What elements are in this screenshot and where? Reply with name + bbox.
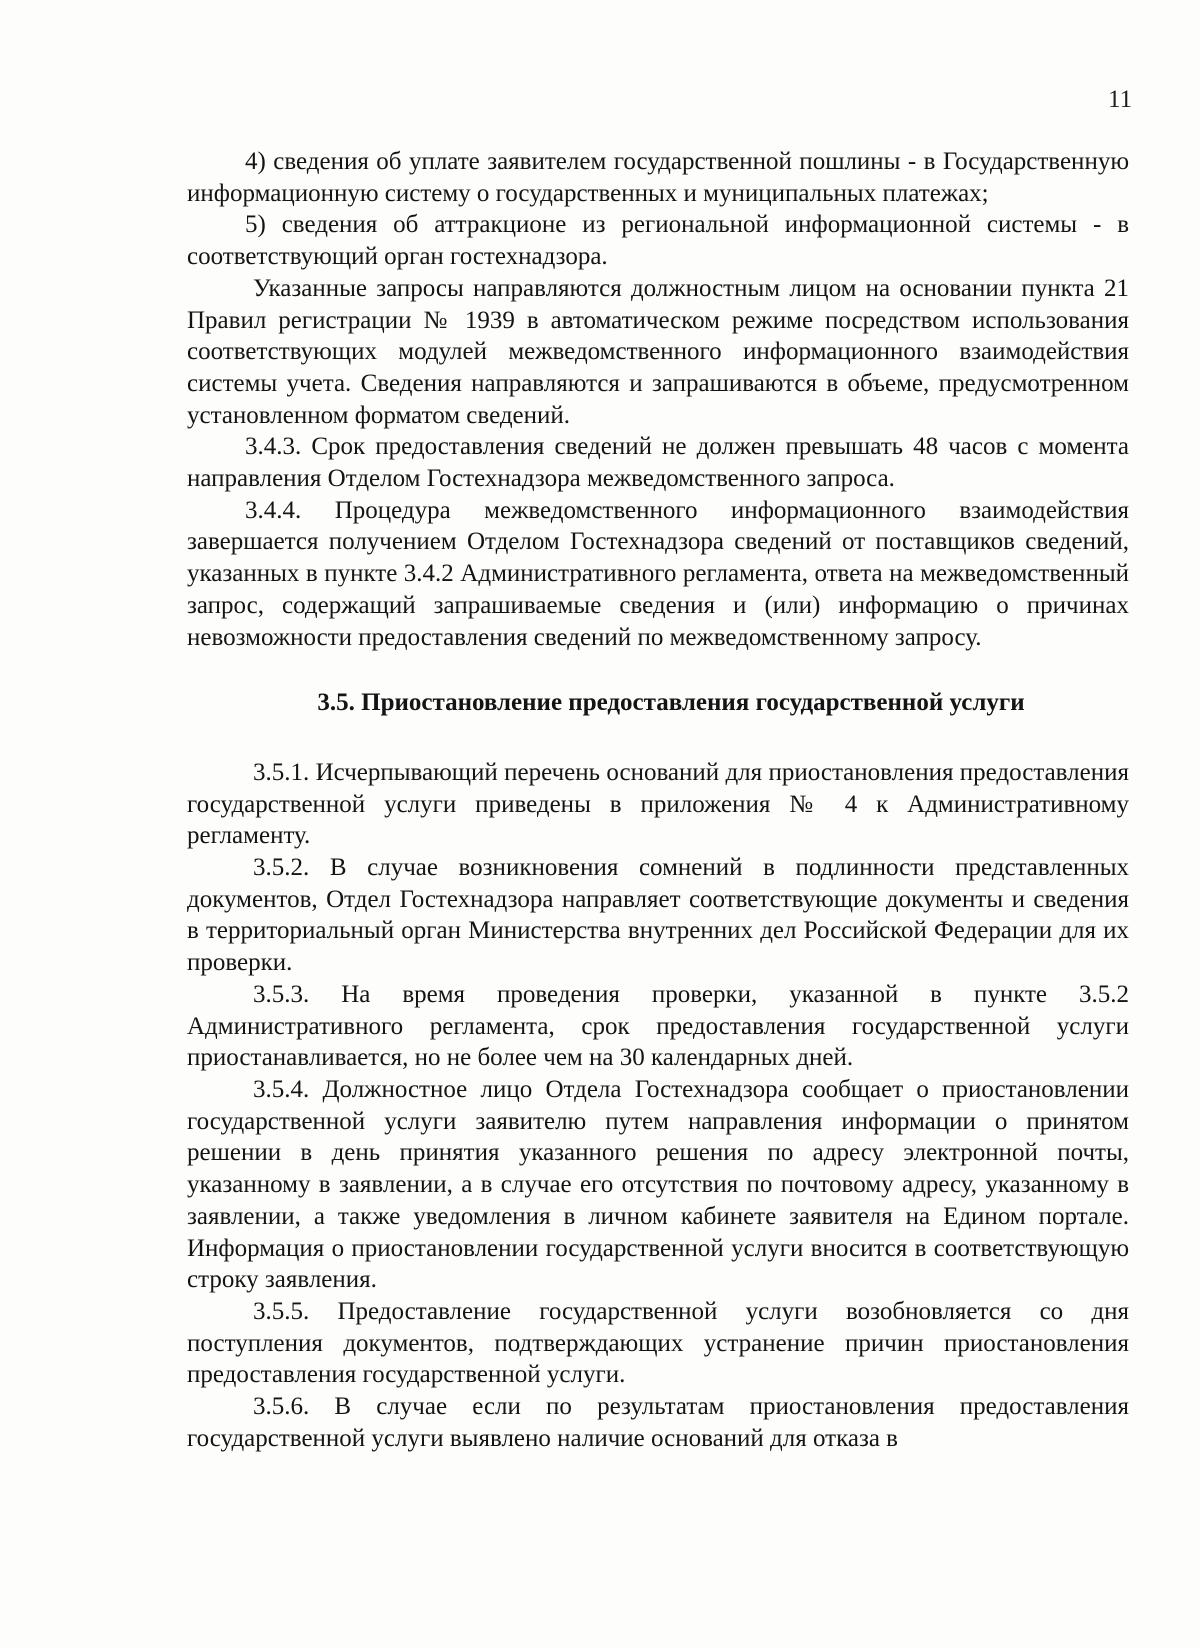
paragraph-3-4-4: 3.4.4. Процедура межведомственного информационного взаимодействия завершается получением Отделом Гостехнадзора сведений от поставщиков сведений, указанных в пункте 3.4.2 Административного регламента, ответа на межведомственный запрос, содержащий запрашиваемые сведения и (или) информацию о причинах невозможности предоставления сведений по межведомственному запросу. (187, 496, 1129, 651)
paragraph-3-5-5: 3.5.5. Предоставление государственной услуги возобновляется со дня поступления документов, подтверждающих устранение причин приостановления предоставления государственной услуги. (187, 1297, 1129, 1389)
paragraph-3-5-3: 3.5.3. На время проведения проверки, указанной в пункте 3.5.2 Административного регламента, срок предоставления государственной услуги приостанавливается, но не более чем на 30 календарных дней. (187, 980, 1129, 1072)
paragraph-item-4: 4) сведения об уплате заявителем государственной пошлины - в Государственную информационную систему о государственных и муниципальных платежах; (187, 148, 1129, 207)
paragraph-item-5: 5) сведения об аттракционе из региональной информационной системы - в соответствующий орган гостехнадзора. (187, 211, 1129, 271)
paragraph-3-5-6: 3.5.6. В случае если по результатам приостановления предоставления государственной услуги выявлено наличие оснований для отказа в (187, 1393, 1129, 1452)
page-number: 11 (1108, 86, 1133, 113)
document-body (187, 146, 1129, 1454)
paragraph-3-5-1: 3.5.1. Исчерпывающий перечень оснований для приостановления предоставления государственной услуги приведены в приложения № 4 к Административному регламенту. (187, 758, 1129, 850)
paragraph-3-5-2: 3.5.2. В случае возникновения сомнений в подлинности представленных документов, Отдел Гостехнадзора направляет соответствующие документы и сведения в территориальный орган Министерства внутренних дел Российской Федерации для их проверки. (187, 854, 1129, 977)
paragraph-3-5-4: 3.5.4. Должностное лицо Отдела Гостехнадзора сообщает о приостановлении государственной услуги заявителю путем направления информации о принятом решении в день принятия указанного решения по адресу электронной почты, указанному в заявлении, а в случае его отсутствия по почтовому адресу, указанному в заявлении, а также уведомления в личном кабинете заявителя на Едином портале. Информация о приостановлении государственной услуги вносится в соответствующую строку заявления. (187, 1075, 1129, 1294)
paragraph-requests: Указанные запросы направляются должностным лицом на основании пункта 21 Правил регистрации № 1939 в автоматическом режиме посредством использования соответствующих модулей межведомственного информационного взаимодействия системы учета. Сведения направляются и запрашиваются в объеме, предусмотренном установленном форматом сведений. (187, 274, 1129, 429)
paragraph-3-4-3: 3.4.3. Срок предоставления сведений не должен превышать 48 часов с момента направления Отделом Гостехнадзора межведомственного запроса. (187, 433, 1129, 493)
section-heading: 3.5. Приостановление предоставления государственной услуги (317, 689, 1025, 717)
